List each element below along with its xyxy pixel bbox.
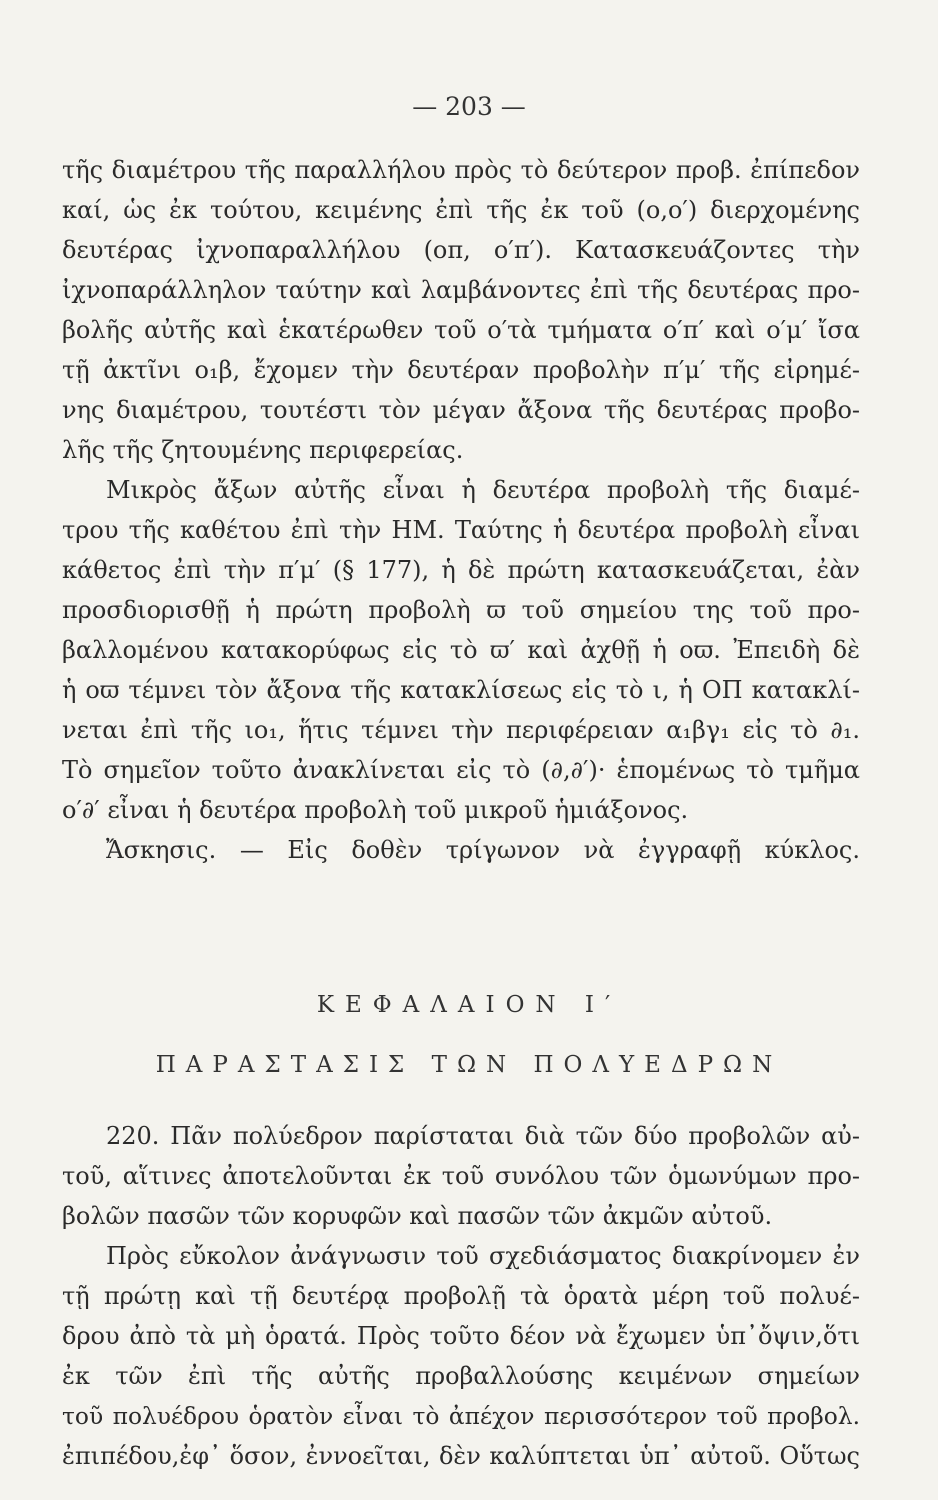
text-line: ἐπιπέδου,ἐφ᾽ ὅσον, ἐννοεῖται, δὲν καλύπτεται ὑπ᾽ αὐτοῦ. Οὕτως (62, 1442, 860, 1470)
text-line: λῆς τῆς ζητουμένης περιφερείας. (62, 436, 464, 464)
body-text-bottom (62, 1116, 860, 1476)
text-line: τῇ ἀκτῖνι ο₁β, ἔχομεν τὴν δευτέραν προβολὴν π′μ′ τῆς εἰρημέ- (62, 356, 860, 384)
text-line: 220. Πᾶν πολύεδρον παρίσταται διὰ τῶν δύο προβολῶν αὐ- (106, 1122, 860, 1150)
text-line: τοῦ πολυέδρου ὁρατὸν εἶναι τὸ ἀπέχον περισσότερον τοῦ προβολ. (62, 1402, 860, 1430)
chapter-title: ΚΕΦΑΛΑΙΟΝ Ι′ (316, 992, 622, 1018)
text-line: ἐκ τῶν ἐπὶ τῆς αὐτῆς προβαλλούσης κειμένων σημείων (62, 1362, 860, 1390)
page-number: — 203 — (412, 92, 526, 121)
body-text-top (62, 150, 860, 870)
text-line: Τὸ σημεῖον τοῦτο ἀνακλίνεται εἰς τὸ (∂,∂′)· ἑπομένως τὸ τμῆμα (62, 756, 860, 784)
text-line: νης διαμέτρου, τουτέστι τὸν μέγαν ἄξονα τῆς δευτέρας προβο- (62, 396, 860, 424)
text-line: ἡ οϖ τέμνει τὸν ἄξονα τῆς κατακλίσεως εἰς τὸ ι, ἡ ΟΠ κατακλί- (62, 676, 860, 704)
text-line: βολῆς αὐτῆς καὶ ἑκατέρωθεν τοῦ ο′τὰ τμήματα ο′π′ καὶ ο′μ′ ἴσα (62, 316, 860, 344)
exercise-line: Ἄσκησις. — Εἰς δοθὲν τρίγωνον νὰ ἐγγραφῇ κύκλος. (106, 836, 860, 864)
text-line: ο′∂′ εἶναι ἡ δευτέρα προβολὴ τοῦ μικροῦ ἡμιάξονος. (62, 796, 689, 824)
text-line: δευτέρας ἰχνοπαραλλήλου (οπ, ο′π′). Κατασκευάζοντες τὴν (62, 236, 860, 264)
text-line: κάθετος ἐπὶ τὴν π′μ′ (§ 177), ἡ δὲ πρώτη κατασκευάζεται, ἐὰν (62, 556, 860, 584)
text-line: τῇ πρώτῃ καὶ τῇ δευτέρᾳ προβολῇ τὰ ὁρατὰ μέρη τοῦ πολυέ- (62, 1282, 860, 1310)
text-line: ἰχνοπαράλληλον ταύτην καὶ λαμβάνοντες ἐπὶ τῆς δευτέρας προ- (62, 276, 860, 304)
text-line: τρου τῆς καθέτου ἐπὶ τὴν ΗΜ. Ταύτης ἡ δευτέρα προβολὴ εἶναι (62, 516, 860, 544)
text-line: βαλλομένου κατακορύφως εἰς τὸ ϖ′ καὶ ἀχθῇ ἡ οϖ. Ἐπειδὴ δὲ (62, 636, 860, 664)
text-line: βολῶν πασῶν τῶν κορυφῶν καὶ πασῶν τῶν ἀκμῶν αὐτοῦ. (62, 1202, 773, 1230)
text-line: νεται ἐπὶ τῆς ιο₁, ἥτις τέμνει τὴν περιφέρειαν α₁βγ₁ εἰς τὸ ∂₁. (62, 716, 860, 744)
text-line: καί, ὡς ἐκ τούτου, κειμένης ἐπὶ τῆς ἐκ τοῦ (ο,ο′) διερχομένης (62, 196, 860, 224)
text-line: Μικρὸς ἄξων αὐτῆς εἶναι ἡ δευτέρα προβολὴ τῆς διαμέ- (106, 476, 860, 504)
text-line: Πρὸς εὔκολον ἀνάγνωσιν τοῦ σχεδιάσματος διακρίνομεν ἐν (106, 1242, 860, 1270)
chapter-subtitle: ΠΑΡΑΣΤΑΣΙΣ ΤΩΝ ΠΟΛΥΕΔΡΩΝ (155, 1052, 783, 1078)
text-line: τῆς διαμέτρου τῆς παραλλήλου πρὸς τὸ δεύτερον προβ. ἐπίπεδον (62, 156, 860, 184)
text-line: δρου ἀπὸ τὰ μὴ ὁρατά. Πρὸς τοῦτο δέον νὰ ἔχωμεν ὑπ᾽ὄψιν,ὅτι (62, 1322, 860, 1350)
text-line: προσδιορισθῇ ἡ πρώτη προβολὴ ϖ τοῦ σημείου της τοῦ προ- (62, 596, 860, 624)
text-line: τοῦ, αἵτινες ἀποτελοῦνται ἐκ τοῦ συνόλου τῶν ὁμωνύμων προ- (62, 1162, 860, 1190)
